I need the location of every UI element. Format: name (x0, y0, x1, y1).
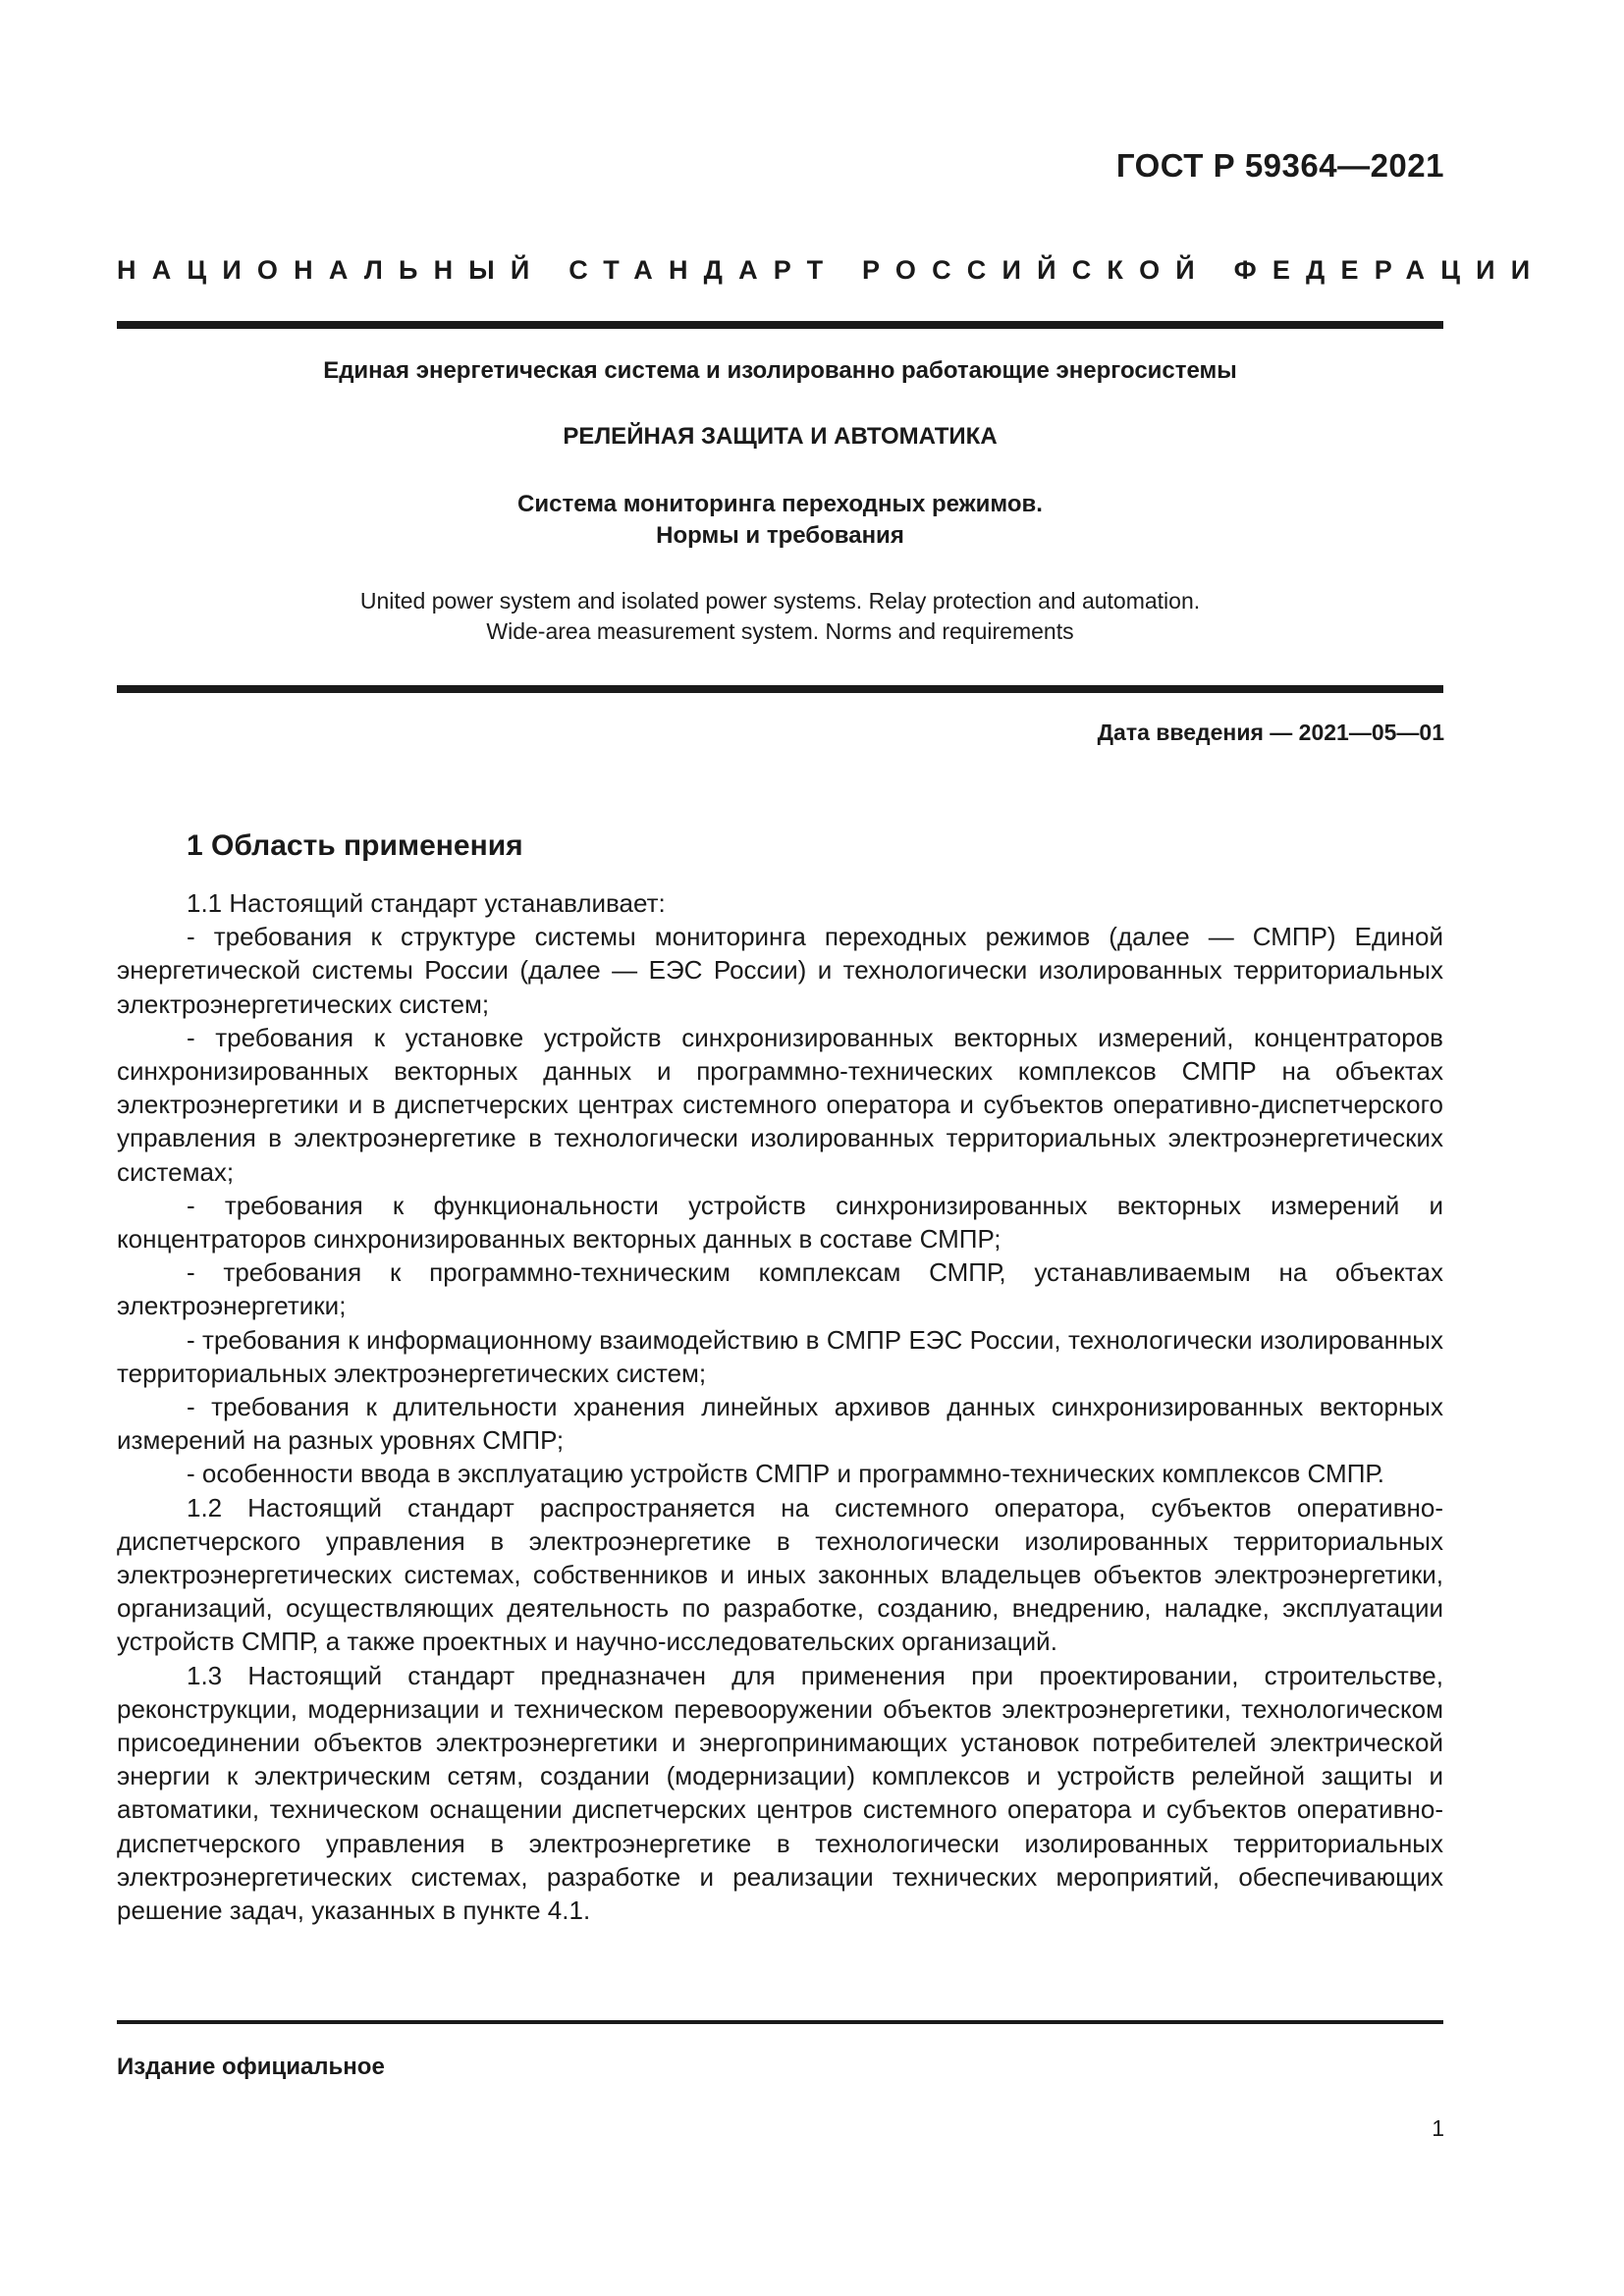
section-body (117, 886, 1443, 1927)
page-number: 1 (1432, 2115, 1444, 2141)
paragraph: - требования к функциональности устройств синхронизированных векторных измерений и концентраторов синхронизированных векторных данных в составе СМПР; (117, 1190, 1443, 1255)
introduction-date: Дата введения — 2021—05—01 (1097, 720, 1444, 745)
paragraph: - требования к длительности хранения линейных архивов данных синхронизированных векторных измерений на разных уровнях СМПР; (117, 1392, 1443, 1456)
top-divider (117, 321, 1443, 329)
paragraph: - требования к структуре системы мониторинга переходных режимов (далее — СМПР) Единой энергетической системы России (далее — ЕЭС России) и технологически изолированных территориальных электроэнергетических систем; (117, 922, 1443, 1019)
paragraph: - требования к информационному взаимодействию в СМПР ЕЭС России, технологически изолированных территориальных электроэнергетических систем; (117, 1324, 1443, 1388)
title-monitoring-system (117, 489, 1443, 552)
english-title-line1: United power system and isolated power systems. Relay protection and automation. (359, 588, 1201, 614)
paragraph: 1.2 Настоящий стандарт распространяется на системного оператора, субъектов оперативно-диспетчерского управления в электроэнергетике в технологически изолированных территориальных электроэнергетических системах, собственников и иных законных владельцев объектов электроэнергетики, организаций, осуществляющих деятельность по разработке, созданию, внедрению, наладке, эксплуатации устройств СМПР, а также проектных и научно-исследовательских организаций. (117, 1492, 1443, 1657)
paragraph: 1.3 Настоящий стандарт предназначен для применения при проектировании, строительстве, реконструкции, модернизации и техническом перевооружении объектов электроэнергетики, технологическом присоединении объектов электроэнергетики и энергопринимающих установок потребителей электрической энергии к электрическим сетям, создании (модернизации) комплексов и устройств релейной защиты и автоматики, техническом оснащении диспетчерских центров системного оператора и субъектов оперативно-диспетчерского управления в электроэнергетике в технологически изолированных территориальных электроэнергетических системах, разработке и реализации технических мероприятий, обеспечивающих решение задач, указанных в пункте 4.1. (117, 1660, 1443, 1926)
official-edition-label: Издание официальное (117, 2054, 385, 2080)
paragraph: 1.1 Настоящий стандарт устанавливает: (187, 888, 666, 918)
title-monitoring-line2: Нормы и требования (656, 522, 904, 549)
paragraph: - требования к установке устройств синхронизированных векторных измерений, концентраторов синхронизированных векторных данных и программно-технических комплексов СМПР на объектах электроэнергетики и в диспетчерских центрах системного оператора и субъектов оперативно-диспетчерского управления в электроэнергетике в технологически изолированных территориальных электроэнергетических системах; (117, 1022, 1443, 1187)
title-monitoring-line1: Система мониторинга переходных режимов. (517, 491, 1043, 517)
paragraph: - особенности ввода в эксплуатацию устройств СМПР и программно-технических комплексов СМПР. (187, 1459, 1385, 1489)
footer-divider (117, 2020, 1443, 2024)
english-title-line2: Wide-area measurement system. Norms and requirements (486, 618, 1074, 644)
middle-divider (117, 685, 1443, 693)
section-heading: 1 Область применения (187, 829, 523, 862)
english-title (117, 586, 1443, 647)
national-standard-heading: НАЦИОНАЛЬНЫЙ СТАНДАРТ РОССИЙСКОЙ ФЕДЕРАЦИИ (117, 255, 1546, 285)
gost-number: ГОСТ Р 59364—2021 (1115, 147, 1444, 184)
paragraph: - требования к программно-техническим комплексам СМПР, устанавливаемым на объектах электроэнергетики; (117, 1257, 1443, 1321)
title-system: Единая энергетическая система и изолированно работающие энергосистемы (323, 357, 1237, 384)
title-relay-protection: РЕЛЕЙНАЯ ЗАЩИТА И АВТОМАТИКА (563, 423, 998, 450)
